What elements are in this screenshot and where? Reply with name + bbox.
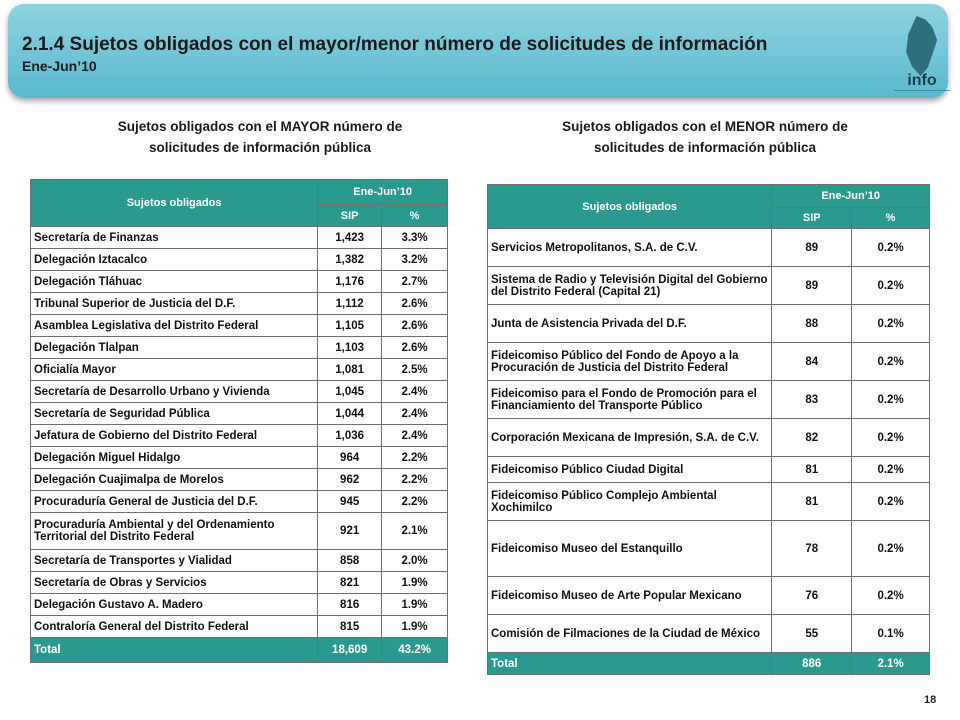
sip-count-cell: 76 [772,577,852,615]
sip-count-cell: 1,081 [318,359,382,381]
entity-name-cell: Delegación Tláhuac [31,271,318,293]
map-icon [904,16,940,76]
sip-count-cell: 82 [772,419,852,457]
total-label-cell: Total [488,653,772,675]
sip-count-cell: 1,105 [318,315,382,337]
entity-name-cell: Comisión de Filmaciones de la Ciudad de México [488,615,772,653]
percent-cell: 2.4% [382,381,448,403]
sip-count-cell: 55 [772,615,852,653]
page-title: 2.1.4 Sujetos obligados con el mayor/menor número de solicitudes de información [22,34,768,55]
entity-name-cell: Fideicomiso para el Fondo de Promoción para el Financiamiento del Transporte Público [488,381,772,419]
percent-cell: 0.2% [852,343,930,381]
percent-cell: 3.2% [382,249,448,271]
title-banner [8,4,948,98]
sip-count-cell: 81 [772,457,852,483]
entity-name-cell: Secretaría de Finanzas [31,227,318,249]
entity-name-cell: Delegación Miguel Hidalgo [31,447,318,469]
total-label-cell: Total [31,638,318,663]
percent-cell: 2.6% [382,293,448,315]
entity-name-cell: Delegación Tlalpan [31,337,318,359]
total-percent-cell: 43.2% [382,638,448,663]
entity-name-cell: Fideicomiso Museo del Estanquillo [488,521,772,577]
percent-cell: 2.0% [382,550,448,572]
percent-cell: 0.2% [852,419,930,457]
sip-count-cell: 89 [772,229,852,267]
sip-count-cell: 962 [318,469,382,491]
percent-cell: 2.5% [382,359,448,381]
entity-name-cell: Jefatura de Gobierno del Distrito Federal [31,425,318,447]
percent-cell: 0.2% [852,381,930,419]
fewest-requests-table [487,184,930,675]
column-header-sip: SIP [318,205,382,227]
logo-text: info [907,72,937,89]
table-row [31,550,448,572]
table-row [31,447,448,469]
total-sip-cell: 886 [772,653,852,675]
total-sip-cell: 18,609 [318,638,382,663]
entity-name-cell: Corporación Mexicana de Impresión, S.A. de C.V. [488,419,772,457]
most-requests-table [30,179,448,663]
percent-cell: 0.2% [852,483,930,521]
sip-count-cell: 816 [318,594,382,616]
percent-cell: 2.4% [382,403,448,425]
percent-cell: 1.9% [382,572,448,594]
percent-cell: 0.2% [852,267,930,305]
table-row [31,572,448,594]
entity-name-cell: Fideicomiso Público Complejo Ambiental Xochimilco [488,483,772,521]
column-header-period: Ene-Jun’10 [318,180,448,205]
sip-count-cell: 815 [318,616,382,638]
sip-count-cell: 1,112 [318,293,382,315]
entity-name-cell: Sistema de Radio y Televisión Digital del Gobierno del Distrito Federal (Capital 21) [488,267,772,305]
entity-name-cell: Fideicomiso Público Ciudad Digital [488,457,772,483]
table-row [31,381,448,403]
table-row [488,615,930,653]
table-row [31,227,448,249]
percent-cell: 0.2% [852,305,930,343]
sip-count-cell: 1,103 [318,337,382,359]
sip-count-cell: 83 [772,381,852,419]
entity-name-cell: Servicios Metropolitanos, S.A. de C.V. [488,229,772,267]
total-percent-cell: 2.1% [852,653,930,675]
table-row [488,267,930,305]
entity-name-cell: Secretaría de Seguridad Pública [31,403,318,425]
sip-count-cell: 1,044 [318,403,382,425]
percent-cell: 2.2% [382,469,448,491]
table-row [31,425,448,447]
percent-cell: 3.3% [382,227,448,249]
column-header-name: Sujetos obligados [488,185,772,229]
sip-count-cell: 81 [772,483,852,521]
table-row [31,513,448,550]
entity-name-cell: Fideicomiso Público del Fondo de Apoyo a la Procuración de Justicia del Distrito Federal [488,343,772,381]
percent-cell: 0.2% [852,521,930,577]
percent-cell: 0.1% [852,615,930,653]
percent-cell: 1.9% [382,594,448,616]
table-row [31,616,448,638]
entity-name-cell: Delegación Cuajimalpa de Morelos [31,469,318,491]
total-row [488,653,930,675]
sip-count-cell: 1,036 [318,425,382,447]
sip-count-cell: 821 [318,572,382,594]
percent-cell: 1.9% [382,616,448,638]
entity-name-cell: Secretaría de Obras y Servicios [31,572,318,594]
left-caption: Sujetos obligados con el MAYOR número de solicitudes de información pública [117,119,403,155]
total-row [31,638,448,663]
entity-name-cell: Contraloría General del Distrito Federal [31,616,318,638]
table-row [31,594,448,616]
percent-cell: 2.7% [382,271,448,293]
entity-name-cell: Oficialía Mayor [31,359,318,381]
table-row [31,359,448,381]
entity-name-cell: Secretaría de Transportes y Vialidad [31,550,318,572]
percent-cell: 2.1% [382,513,448,550]
table-row [31,249,448,271]
table-row [31,403,448,425]
table-row [31,337,448,359]
percent-cell: 0.2% [852,577,930,615]
page-number: 18 [924,694,937,706]
sip-count-cell: 1,423 [318,227,382,249]
column-header-sip: SIP [772,208,852,229]
percent-cell: 2.6% [382,315,448,337]
sip-count-cell: 78 [772,521,852,577]
table-row [488,483,930,521]
table-row [31,469,448,491]
page-subtitle: Ene-Jun’10 [22,58,97,74]
table-row [31,293,448,315]
entity-name-cell: Secretaría de Desarrollo Urbano y Vivienda [31,381,318,403]
entity-name-cell: Procuraduría Ambiental y del Ordenamiento Territorial del Distrito Federal [31,513,318,550]
table-row [488,577,930,615]
sip-count-cell: 84 [772,343,852,381]
column-header-period: Ene-Jun’10 [772,185,930,208]
percent-cell: 2.2% [382,447,448,469]
sip-count-cell: 1,176 [318,271,382,293]
sip-count-cell: 964 [318,447,382,469]
table-row [31,271,448,293]
column-header-pct: % [382,205,448,227]
entity-name-cell: Delegación Gustavo A. Madero [31,594,318,616]
table-row [488,381,930,419]
percent-cell: 2.2% [382,491,448,513]
column-header-name: Sujetos obligados [31,180,318,227]
column-header-pct: % [852,208,930,229]
table-row [488,457,930,483]
sip-count-cell: 88 [772,305,852,343]
table-row [488,229,930,267]
sip-count-cell: 1,382 [318,249,382,271]
right-caption: Sujetos obligados con el MENOR número de solicitudes de información pública [562,119,848,155]
table-row [488,419,930,457]
table-row [31,491,448,513]
table-row [488,521,930,577]
entity-name-cell: Tribunal Superior de Justicia del D.F. [31,293,318,315]
table-row [488,305,930,343]
table-row [31,315,448,337]
sip-count-cell: 858 [318,550,382,572]
entity-name-cell: Fideicomiso Museo de Arte Popular Mexicano [488,577,772,615]
sip-count-cell: 89 [772,267,852,305]
entity-name-cell: Asamblea Legislativa del Distrito Federal [31,315,318,337]
percent-cell: 2.6% [382,337,448,359]
entity-name-cell: Junta de Asistencia Privada del D.F. [488,305,772,343]
sip-count-cell: 945 [318,491,382,513]
table-row [488,343,930,381]
percent-cell: 0.2% [852,457,930,483]
sip-count-cell: 1,045 [318,381,382,403]
info-df-logo [894,16,950,100]
sip-count-cell: 921 [318,513,382,550]
percent-cell: 2.4% [382,425,448,447]
percent-cell: 0.2% [852,229,930,267]
entity-name-cell: Procuraduría General de Justicia del D.F. [31,491,318,513]
entity-name-cell: Delegación Iztacalco [31,249,318,271]
